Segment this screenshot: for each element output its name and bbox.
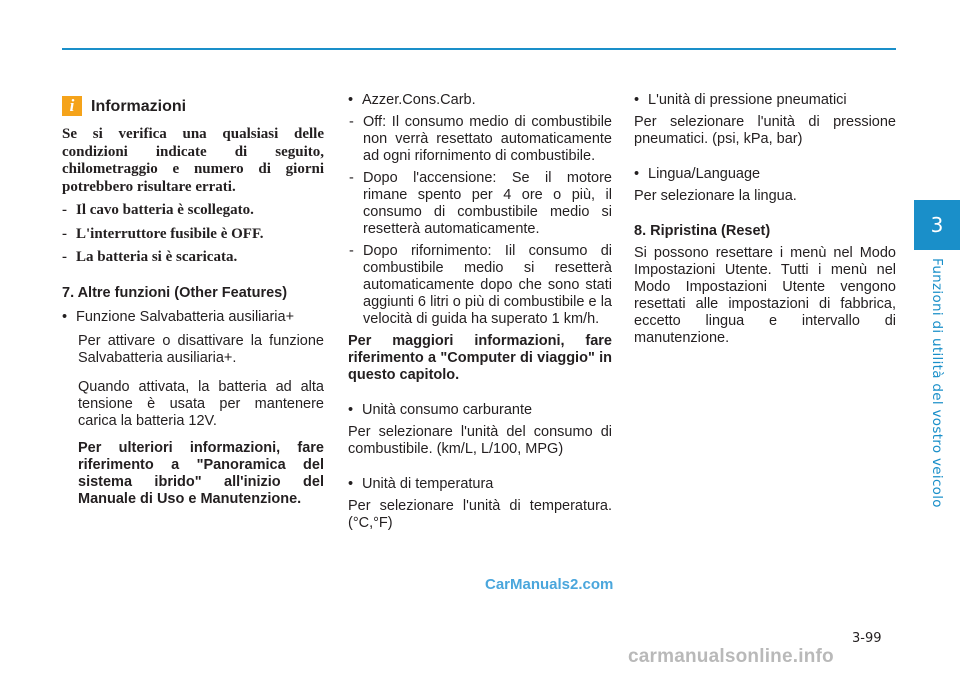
info-header [62,96,324,116]
reference-note: Per ulteriori informazioni, fare riferimento a "Panoramica del sistema ibrido" all'inizio del Manuale di Uso e Manutenzione. [78,439,324,507]
bullet-item: • Unità consumo carburante [348,402,533,418]
paragraph: Per selezionare la lingua. [634,188,797,204]
column-middle [348,92,612,532]
page-number: 3-99 [852,631,882,646]
bullet-item: • Azzer.Cons.Carb. [348,92,476,108]
paragraph: Per selezionare l'unità di temperatura. (°C,°F) [348,498,612,531]
info-title: Informazioni [91,97,187,115]
info-body: Se si verifica una qualsiasi delle condizioni indicate di seguito, chilometraggio e numero di giorni potrebbero risultare errati. [62,126,324,195]
info-icon: i [62,96,82,116]
paragraph: Per selezionare l'unità di pressione pneumatici. (psi, kPa, bar) [634,114,896,147]
chapter-number: 3 [930,213,944,237]
info-item: - Il cavo batteria è scollegato. [62,202,254,218]
bullet-item: • L'unità di pressione pneumatici [634,92,847,108]
paragraph: Per selezionare l'unità del consumo di combustibile. (km/L, L/100, MPG) [348,424,612,457]
reference-note: Per maggiori informazioni, fare riferimento a "Computer di viaggio" in questo capitolo. [348,333,612,383]
info-item: - La batteria si è scaricata. [62,249,238,265]
dash-item: - Dopo l'accensione: Se il motore rimane spento per 4 ore o più, il consumo di combustibile medio si resetterà automaticamente. [349,170,612,237]
bullet-item: • Unità di temperatura [348,476,494,492]
chapter-tab [914,200,960,250]
section-title-other-features: 7. Altre funzioni (Other Features) [62,284,288,301]
column-left [62,96,324,508]
chapter-caption [929,258,947,508]
paragraph: Quando attivata, la batteria ad alta tensione è usata per mantenere carica la batteria 12V. [78,378,324,429]
bullet-item: • Funzione Salvabatteria ausiliaria+ [62,308,295,325]
dash-item: - Off: Il consumo medio di combustibile non verrà resettato automaticamente ad ogni rifornimento di combustibile. [349,114,612,164]
column-right [634,92,896,347]
paragraph: Per attivare o disattivare la funzione Salvabatteria ausiliaria+. [78,332,324,366]
dash-item: - Dopo rifornimento: Iil consumo di combustibile medio si resetterà automaticamente dopo che sono stati aggiunti 6 litri o più di combustibile e la velocità di guida ha superato 1 km/h. [349,243,612,327]
chapter-caption-text: Funzioni di utilità del vostro veicolo [929,258,945,508]
paragraph: Si possono resettare i menù nel Modo Impostazioni Utente. Tutti i menù nel Modo Impostazioni Utente vengono resettati alle impostazioni di fabbrica, eccetto lingua e intervallo di manutenzione. [634,245,896,346]
info-item: - L'interruttore fusibile è OFF. [62,225,264,242]
section-title-reset: 8. Ripristina (Reset) [634,223,771,239]
header-rule [62,48,896,50]
footer-watermark: carmanualsonline.info [628,646,834,667]
watermark-link[interactable]: CarManuals2.com [485,576,614,593]
bullet-item: • Lingua/Language [634,166,761,182]
